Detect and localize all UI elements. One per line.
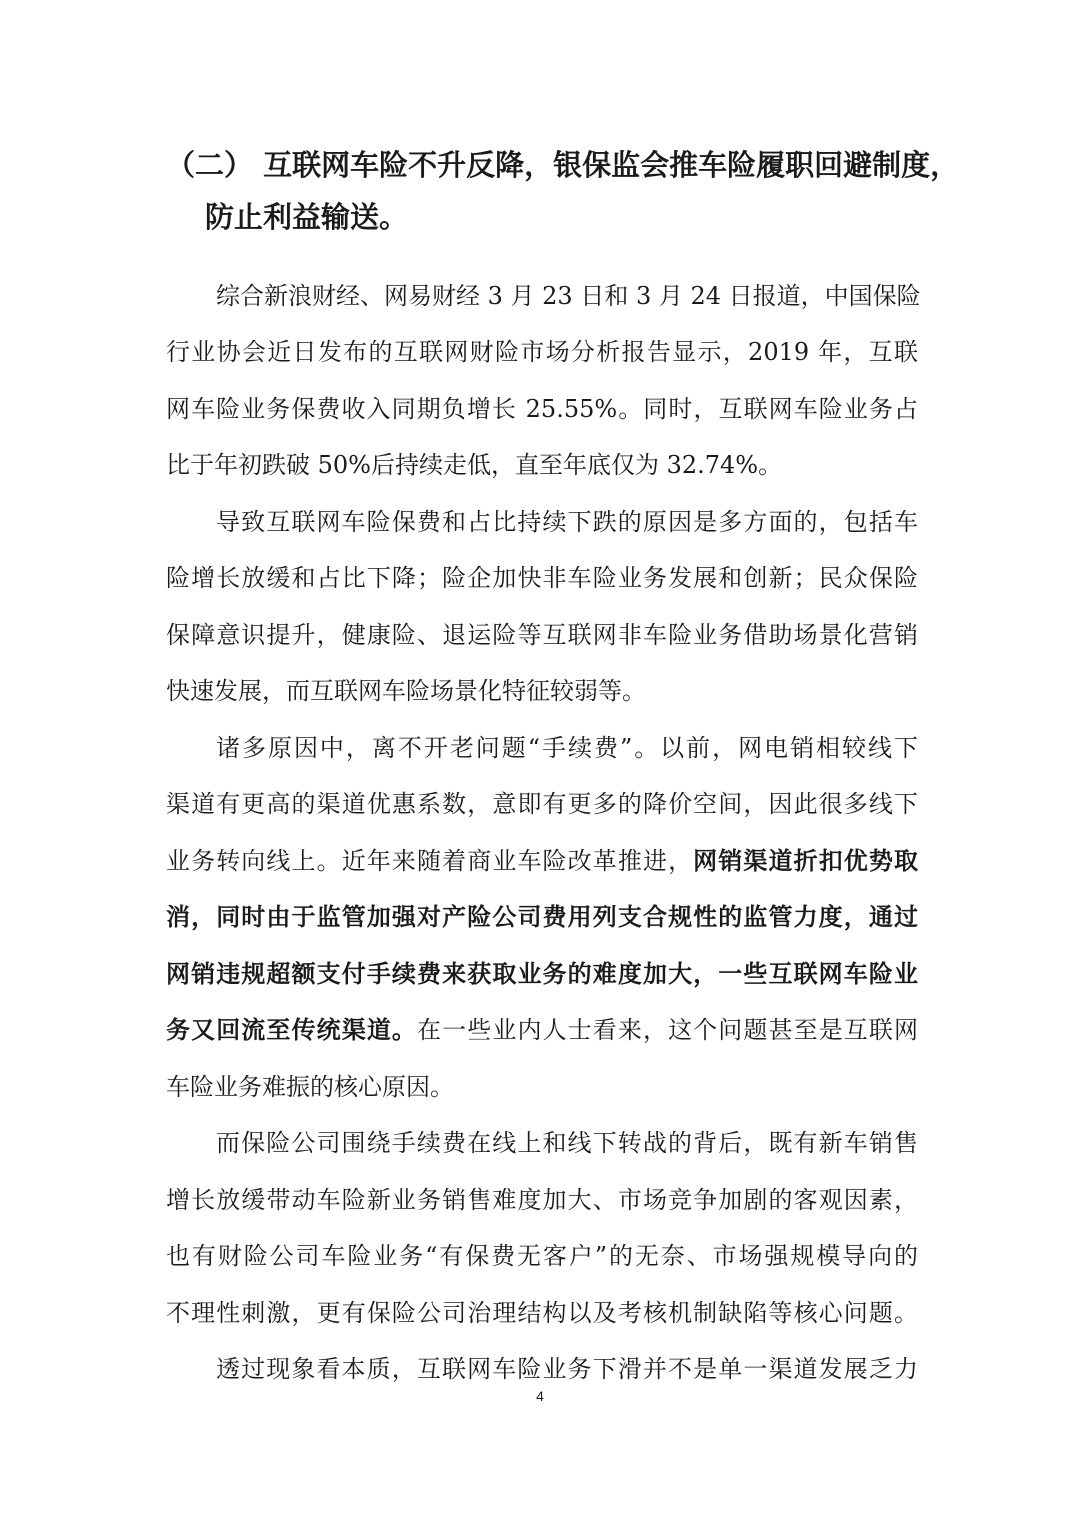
body-line: 诸多原因中，离不开老问题“手续费”。以前，网电销相较线下 bbox=[216, 734, 918, 762]
body-line: 渠道有更高的渠道优惠系数，意即有更多的降价空间，因此很多线下 bbox=[166, 790, 918, 818]
body-line: 务又回流至传统渠道。在一些业内人士看来，这个问题甚至是互联网 bbox=[166, 1016, 919, 1044]
section-heading-line-1: （二） 互联网车险不升反降，银保监会推车险履职回避制度， bbox=[166, 148, 960, 182]
page-number: 4 bbox=[536, 1388, 544, 1404]
body-line bbox=[166, 960, 918, 988]
section-heading-line-2: 防止利益输送。 bbox=[205, 200, 409, 234]
bold-emphasis: 网销违规超额支付手续费来获取业务的难度加大，一些互联网车险业 bbox=[166, 960, 918, 988]
body-line: 增长放缓带动车险新业务销售难度加大、市场竞争加剧的客观因素， bbox=[166, 1186, 918, 1214]
body-line: 车险业务难振的核心原因。 bbox=[166, 1073, 454, 1101]
body-line: 而保险公司围绕手续费在线上和线下转战的背后，既有新车销售 bbox=[216, 1129, 918, 1157]
body-line: 不理性刺激，更有保险公司治理结构以及考核机制缺陷等核心问题。 bbox=[166, 1299, 918, 1327]
body-line: 透过现象看本质，互联网车险业务下滑并不是单一渠道发展乏力 bbox=[216, 1355, 918, 1383]
body-line: 业务转向线上。近年来随着商业车险改革推进，网销渠道折扣优势取 bbox=[166, 847, 918, 875]
bold-emphasis: 网销渠道折扣优势取 bbox=[693, 847, 918, 875]
bold-emphasis: 消，同时由于监管加强对产险公司费用列支合规性的监管力度，通过 bbox=[166, 903, 918, 931]
bold-emphasis: 务又回流至传统渠道。 bbox=[166, 1016, 418, 1044]
body-line: 比于年初跌破 50%后持续走低，直至年底仅为 32.74%。 bbox=[166, 451, 783, 479]
body-line: 快速发展，而互联网车险场景化特征较弱等。 bbox=[166, 677, 646, 705]
body-line: 综合新浪财经、网易财经 3 月 23 日和 3 月 24 日报道，中国保险 bbox=[216, 282, 921, 310]
body-line bbox=[166, 903, 918, 931]
body-line: 险增长放缓和占比下降；险企加快非车险业务发展和创新；民众保险 bbox=[166, 564, 918, 592]
body-line: 网车险业务保费收入同期负增长 25.55%。同时，互联网车险业务占 bbox=[166, 395, 918, 423]
body-line: 也有财险公司车险业务“有保费无客户”的无奈、市场强规模导向的 bbox=[166, 1242, 918, 1270]
body-line: 导致互联网车险保费和占比持续下跌的原因是多方面的，包括车 bbox=[216, 508, 918, 536]
body-line: 保障意识提升，健康险、退运险等互联网非车险业务借助场景化营销 bbox=[166, 621, 918, 649]
body-line: 行业协会近日发布的互联网财险市场分析报告显示，2019 年，互联 bbox=[166, 338, 918, 366]
